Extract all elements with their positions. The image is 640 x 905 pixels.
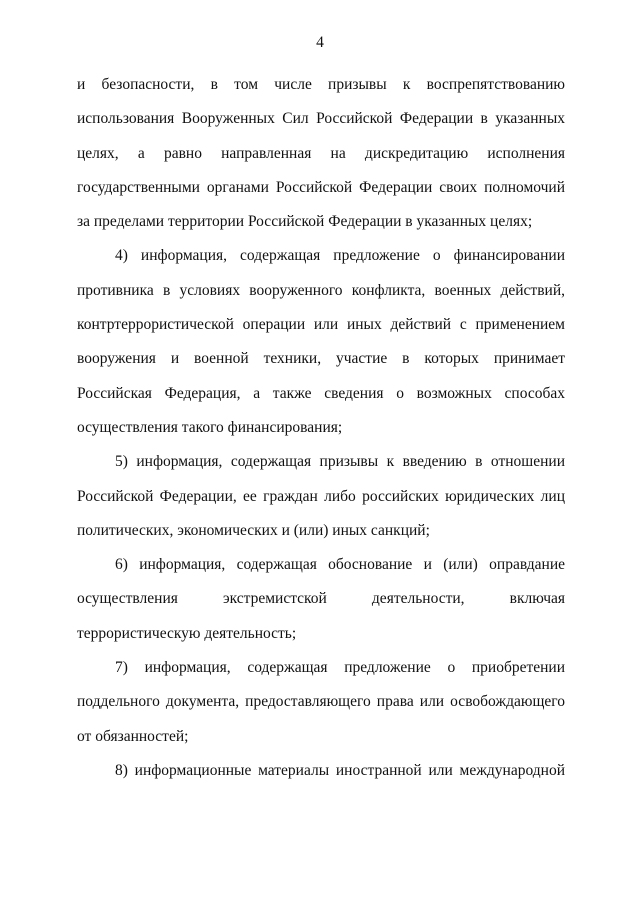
paragraph-continuation: и безопасности, в том числе призывы к воспрепятствованию использования Вооруженных Сил Российской Федерации в указанных целях, а равно направленная на дискредитацию исполнения государственными органами Российской Федерации своих полномочий за пределами территории Российской Федерации в указанных целях; — [77, 76, 565, 231]
paragraph-item-7: 7) информация, содержащая предложение о приобретении поддельного документа, предоставляющего права или освобождающего от обязанностей; — [77, 659, 565, 745]
paragraph-item-4: 4) информация, содержащая предложение о финансировании противника в условиях вооруженного конфликта, военных действий, контртеррористической операции или иных действий с применением вооружения и военной техники, участие в которых принимает Российская Федерация, а также сведения о возможных способах осуществления такого финансирования; — [77, 247, 565, 436]
paragraph-item-8: 8) информационные материалы иностранной или международной — [115, 761, 565, 779]
paragraph-item-5: 5) информация, содержащая призывы к введению в отношении Российской Федерации, ее граждан либо российских юридических лиц политических, экономических и (или) иных санкций; — [77, 453, 565, 539]
page-number: 4 — [316, 34, 324, 51]
document-body — [77, 68, 565, 788]
paragraph-item-6: 6) информация, содержащая обоснование и (или) оправдание осуществления экстремистской деятельности, включая террористическую деятельность; — [77, 556, 565, 642]
